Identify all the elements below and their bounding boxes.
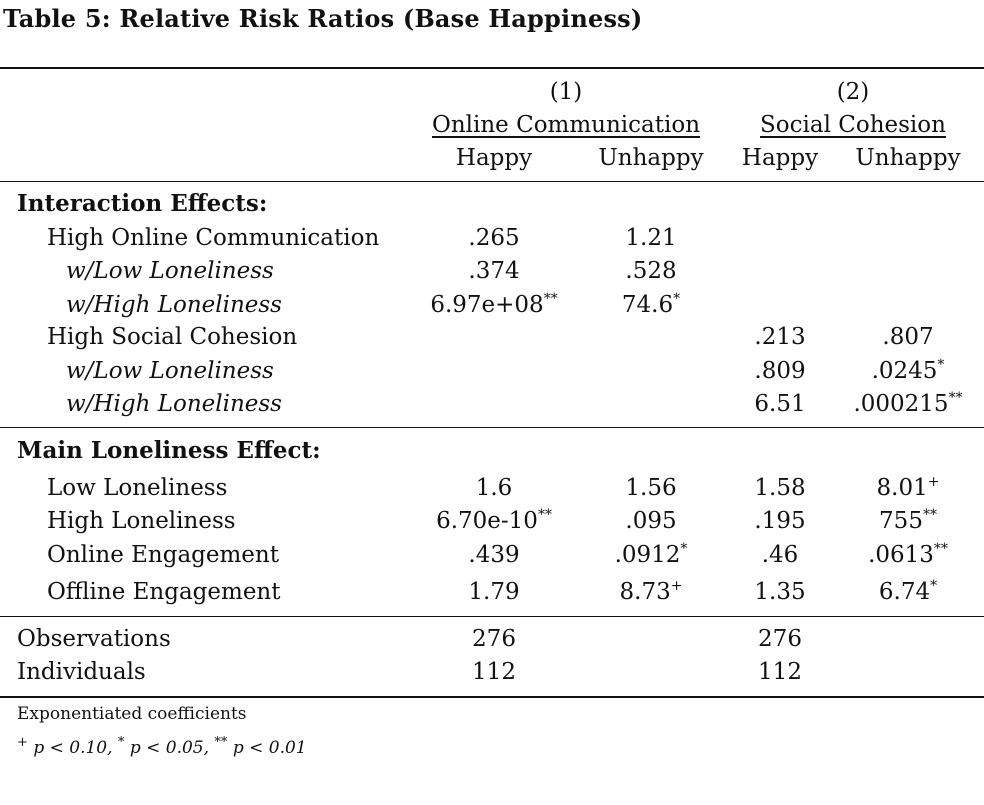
significance-marker: ** — [537, 507, 552, 523]
model-1-label: Online Communication — [431, 112, 701, 138]
cell-observations-m2: 276 — [758, 626, 802, 652]
significance-marker: + — [927, 474, 940, 490]
col-unhappy-2: Unhappy — [855, 145, 961, 171]
cell-hsc-c3: .213 — [754, 324, 806, 350]
cell-hsc-high-c4: .000215** — [853, 390, 963, 417]
cell-hsc-high-c3: 6.51 — [754, 391, 806, 417]
cell-individuals-m2: 112 — [758, 659, 802, 685]
header-rule — [0, 181, 984, 182]
footnote-significance — [17, 735, 307, 758]
col-happy-2: Happy — [741, 145, 819, 171]
col-unhappy-1: Unhappy — [598, 145, 704, 171]
cell-low-lone-c4: 8.01+ — [876, 474, 940, 501]
row-label-hoc: High Online Communication — [47, 225, 380, 251]
row-label-low-loneliness: Low Loneliness — [47, 475, 228, 501]
row-label-hsc-low: w/Low Loneliness — [66, 358, 274, 384]
cell-online-eng-c3: .46 — [761, 542, 799, 568]
cell-observations-m1: 276 — [472, 626, 516, 652]
model-2-number: (2) — [836, 79, 870, 105]
one-star-symbol: * — [117, 735, 125, 750]
significance-marker: * — [930, 578, 938, 594]
significance-marker: ** — [948, 390, 963, 406]
section-main: Main Loneliness Effect: — [17, 437, 321, 464]
row-label-individuals: Individuals — [17, 659, 146, 685]
cell-low-lone-c2: 1.56 — [625, 475, 677, 501]
cell-offline-eng-c3: 1.35 — [754, 579, 806, 605]
table-title: Table 5: Relative Risk Ratios (Base Happiness) — [3, 4, 643, 33]
stats-rule — [0, 616, 984, 617]
cell-hoc-low-c2: .528 — [625, 258, 677, 284]
row-label-hsc: High Social Cohesion — [47, 324, 298, 350]
cell-hoc-c1: .265 — [468, 225, 520, 251]
significance-marker: * — [937, 357, 945, 373]
cell-hoc-high-c1: 6.97e+08** — [430, 291, 558, 318]
cell-hoc-c2: 1.21 — [625, 225, 677, 251]
cell-hsc-c4: .807 — [882, 324, 934, 350]
model-1-number: (1) — [549, 79, 583, 105]
row-label-online-engagement: Online Engagement — [47, 542, 279, 568]
cell-online-eng-c1: .439 — [468, 542, 520, 568]
model-2-label: Social Cohesion — [760, 112, 946, 138]
significance-marker: + — [670, 578, 683, 594]
section-interaction: Interaction Effects: — [17, 190, 268, 217]
top-rule — [0, 67, 984, 69]
plus-symbol: + — [17, 735, 28, 750]
cell-online-eng-c2: .0912* — [614, 541, 688, 568]
row-label-hoc-low: w/Low Loneliness — [66, 258, 274, 284]
row-label-hoc-high: w/High Loneliness — [66, 292, 282, 318]
cell-high-lone-c4: 755** — [879, 507, 937, 534]
cell-offline-eng-c2: 8.73+ — [619, 578, 683, 605]
significance-marker: * — [673, 291, 681, 307]
cell-high-lone-c1: 6.70e-10** — [436, 507, 552, 534]
col-happy-1: Happy — [455, 145, 533, 171]
row-label-observations: Observations — [17, 626, 171, 652]
p-threshold-01: p < 0.01 — [232, 738, 307, 758]
cell-hoc-high-c2: 74.6* — [621, 291, 681, 318]
row-label-offline-engagement: Offline Engagement — [47, 579, 281, 605]
section-rule — [0, 427, 984, 428]
cell-low-lone-c1: 1.6 — [475, 475, 513, 501]
cell-online-eng-c4: .0613** — [868, 541, 948, 568]
cell-low-lone-c3: 1.58 — [754, 475, 806, 501]
cell-high-lone-c3: .195 — [754, 508, 806, 534]
significance-marker: ** — [543, 291, 558, 307]
cell-hsc-low-c3: .809 — [754, 358, 806, 384]
significance-marker: * — [680, 541, 688, 557]
p-threshold-10: p < 0.10, — [33, 738, 118, 758]
p-threshold-05: p < 0.05, — [129, 738, 215, 758]
cell-offline-eng-c4: 6.74* — [878, 578, 938, 605]
significance-marker: ** — [922, 507, 937, 523]
footnote-exponentiated: Exponentiated coefficients — [17, 704, 247, 724]
cell-individuals-m1: 112 — [472, 659, 516, 685]
cell-offline-eng-c1: 1.79 — [468, 579, 520, 605]
row-label-hsc-high: w/High Loneliness — [66, 391, 282, 417]
significance-marker: ** — [933, 541, 948, 557]
row-label-high-loneliness: High Loneliness — [47, 508, 236, 534]
cell-hsc-low-c4: .0245* — [871, 357, 945, 384]
cell-high-lone-c2: .095 — [625, 508, 677, 534]
cell-hoc-low-c1: .374 — [468, 258, 520, 284]
two-star-symbol: ** — [214, 735, 228, 750]
bottom-rule — [0, 696, 984, 698]
